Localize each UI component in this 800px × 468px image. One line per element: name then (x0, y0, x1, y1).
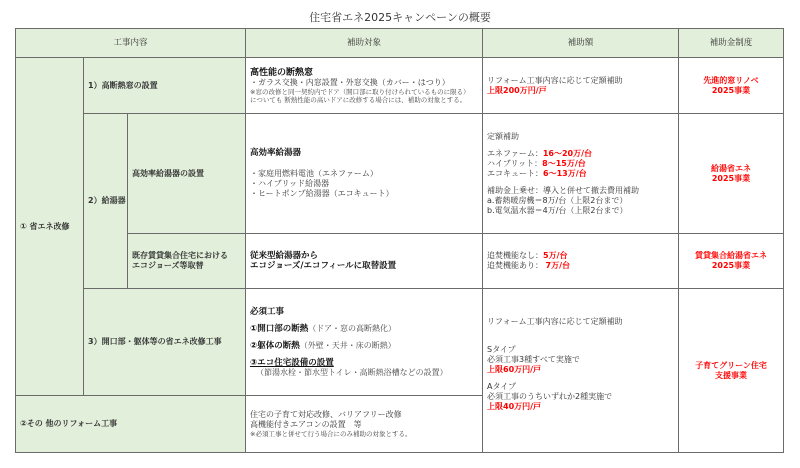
program-rental-line2: 2025事業 (711, 261, 751, 270)
program-rental (678, 233, 784, 289)
target-window-title: 高性能の断熱窓 (250, 67, 314, 78)
target-water-heater-item: ・ハイブリッド給湯器 (250, 179, 330, 188)
target-window-note2: についても 断熱性能の高いドアに改修する場合には、補助の対象とする。 (250, 95, 467, 104)
target-other (245, 395, 483, 453)
amount-window (482, 57, 679, 114)
page-title: 住宅省エネ2025キャンペーンの概要 (309, 11, 491, 24)
program-window-line1: 先進的窓リノベ (703, 75, 759, 85)
header-amount (482, 28, 679, 58)
target-opening-sub: （節湯水栓・節水型トイレ・高断熱浴槽などの設置） (256, 367, 448, 377)
target-opening-item: ③エコ住宅設備の設置 (250, 357, 334, 368)
amount-item-hybrid: ハイブリット：8～15万/台 (487, 158, 586, 168)
header-target (245, 28, 483, 58)
target-rental-line2: エコジョーズ/エコフィールに取替設置 (250, 261, 397, 271)
work-water-heater-group-label: 2）給湯器 (88, 196, 126, 205)
work-opening (83, 288, 246, 396)
target-water-heater (245, 113, 483, 234)
program-opening (678, 288, 784, 453)
header-work (15, 28, 246, 58)
program-rental-line1: 賃貸集合給湯省エネ (695, 251, 767, 260)
amount-water-heater (482, 113, 679, 234)
target-window-line: ・ガラス交換・内窓設置・外窓交換（カバー・はつり） (250, 77, 450, 87)
amount-extra-item: a.蓄熱暖房機＝8万/台（上限2台まで） (487, 195, 628, 205)
amount-opening-line: リフォーム工事内容に応じて定額補助 (487, 317, 623, 326)
target-rental (245, 233, 483, 289)
category-energy-saving (15, 57, 84, 396)
target-window-note1: ※窓の改修と同一契約内でドア（開口部に取り付けられているものに限る） (250, 87, 470, 96)
header-program-label: 補助金制度 (709, 38, 753, 48)
amount-extra-head: 補助金上乗せ：導入と併せて撤去費用補助 (487, 185, 639, 195)
work-rental-line2: エコジョーズ等取替 (132, 261, 204, 270)
amount-a-limit: 上限40万円/戸 (487, 402, 542, 411)
program-opening-line2: 支援事業 (715, 370, 747, 380)
header-amount-label: 補助額 (567, 38, 594, 48)
amount-s-cond: 必須工事3種すべて実施で (487, 355, 580, 364)
target-opening-item: ①開口部の断熱（ドア・窓の高断熱化） (250, 323, 396, 334)
header-work-label: 工事内容 (113, 38, 148, 48)
amount-water-heater-head: 定額補助 (487, 131, 519, 141)
target-water-heater-item: ・家庭用燃料電池（エネファーム） (250, 169, 378, 178)
amount-a-type: Aタイプ (487, 382, 517, 391)
category-other-reform (15, 395, 246, 453)
amount-window-limit: 上限200万円/戸 (487, 85, 547, 95)
target-window (245, 57, 483, 114)
amount-window-line: リフォーム工事内容に応じて定額補助 (487, 75, 623, 85)
amount-extra-item: b.電気温水器＝4万/台（上限2台まで） (487, 205, 628, 215)
amount-s-limit: 上限60万円/戸 (487, 365, 542, 374)
work-rental-line1: 既存賃貸集合住宅における (132, 251, 228, 260)
program-water-heater-line2: 2025事業 (711, 173, 751, 183)
work-window-label: 1）高断熱窓の設置 (88, 80, 158, 90)
target-rental-line1: 従来型給湯器から (250, 251, 319, 261)
amount-opening (482, 288, 679, 453)
category-energy-saving-label: ① 省エネ改修 (20, 221, 70, 231)
target-other-note: ※必須工事と併せて行う場合にのみ補助の対象とする。 (250, 430, 412, 438)
target-other-line: 高機能付きエアコンの設置 等 (250, 420, 362, 429)
program-water-heater-line1: 給湯省エネ (711, 163, 751, 173)
work-opening-label: 3）開口部・躯体等の省エネ改修工事 (88, 337, 222, 346)
work-water-heater (127, 113, 246, 234)
work-rental (127, 233, 246, 289)
amount-rental (482, 233, 679, 289)
amount-rental-no-reheat: 追焚機能なし：5万/台 (487, 251, 568, 260)
target-water-heater-title: 高効率給湯器 (250, 148, 302, 158)
work-window (83, 57, 246, 114)
program-window-line2: 2025事業 (711, 85, 751, 95)
work-water-heater-group (83, 113, 128, 289)
target-opening-head: 必須工事 (250, 306, 285, 317)
amount-item-ecocute: エコキュート：6～13万/台 (487, 168, 587, 178)
program-water-heater (678, 113, 784, 234)
work-water-heater-label: 高効率給湯器の設置 (132, 168, 204, 178)
target-opening-item: ②躯体の断熱（外壁・天井・床の断熱） (250, 340, 396, 351)
amount-s-type: Sタイプ (487, 345, 516, 354)
target-other-line: 住宅の子育て対応改修、バリアフリー改修 (250, 410, 402, 419)
program-window (678, 57, 784, 114)
amount-item-enefarm: エネファーム：16～20万/台 (487, 148, 593, 158)
header-program (678, 28, 784, 58)
target-water-heater-item: ・ヒートポンプ給湯器（エコキュート） (250, 189, 394, 198)
header-target-label: 補助対象 (346, 38, 381, 48)
amount-a-cond: 必須工事のうちいずれか2種実施で (487, 392, 613, 401)
amount-rental-reheat: 追焚機能あり： 7万/台 (487, 261, 571, 270)
target-opening (245, 288, 483, 396)
category-other-reform-label: ②その 他のリフォーム工事 (20, 419, 118, 428)
program-opening-line1: 子育てグリーン住宅 (695, 360, 767, 370)
